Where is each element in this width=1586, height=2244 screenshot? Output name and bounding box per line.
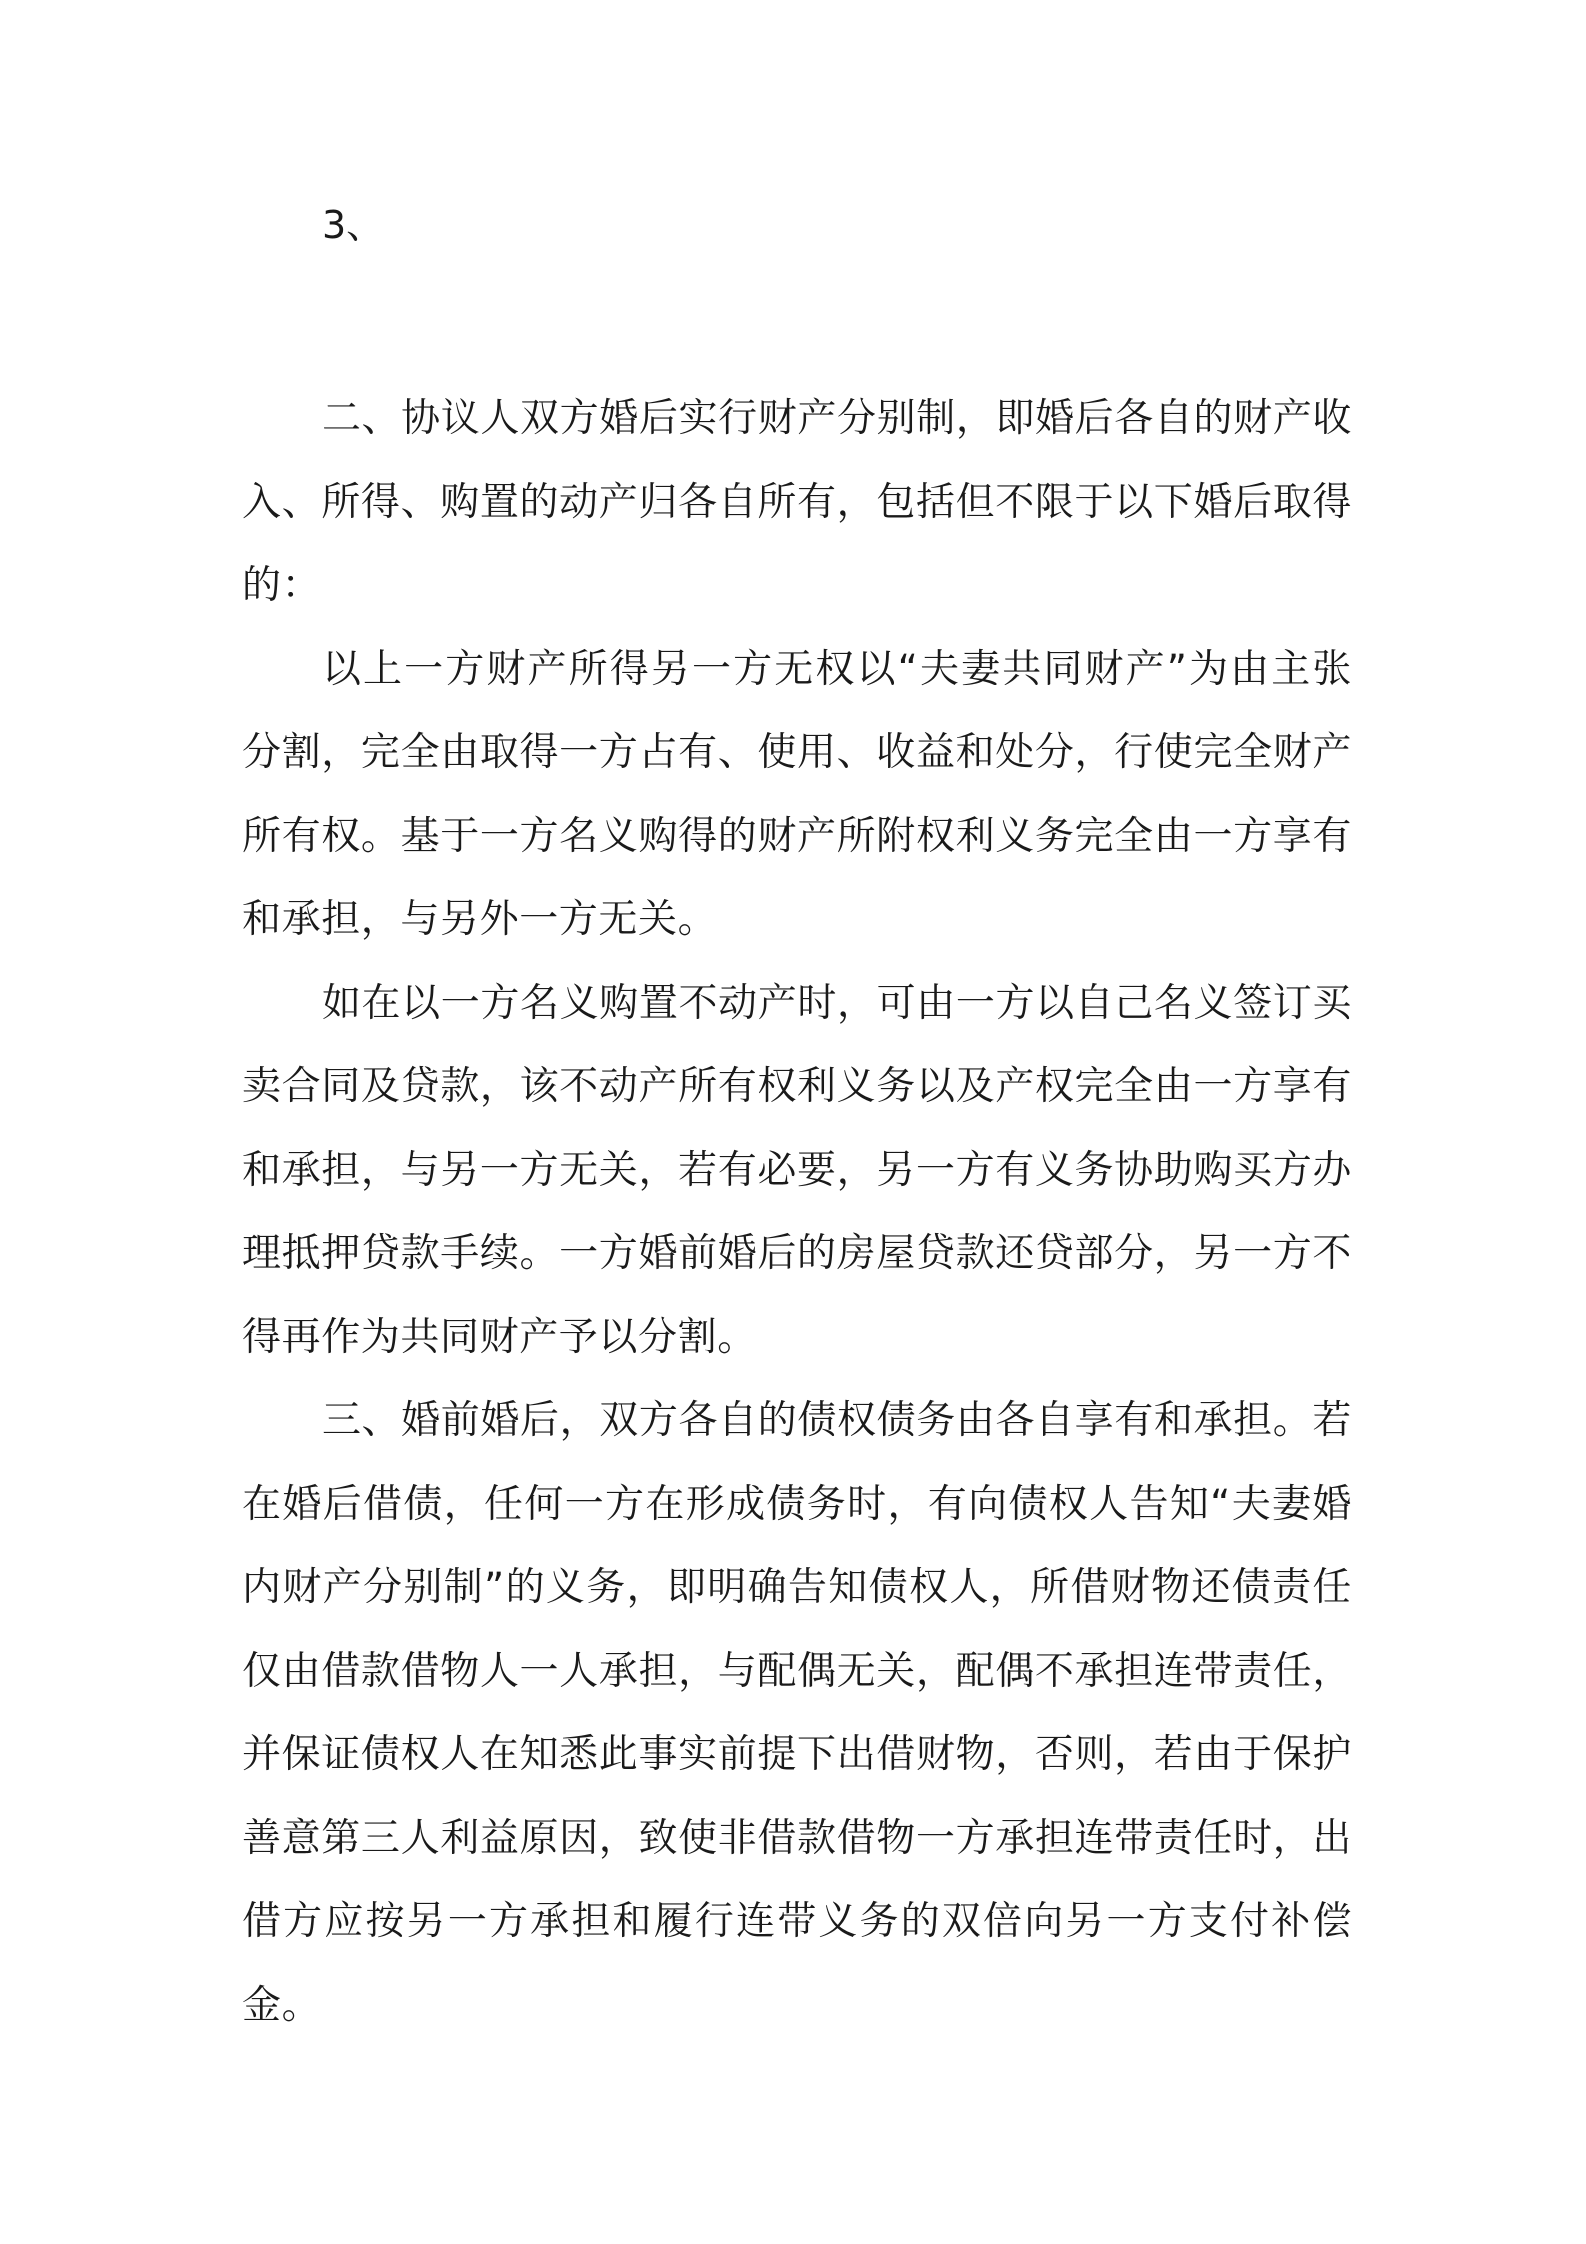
paragraph-real-estate: 如在以一方名义购置不动产时，可由一方以自己名义签订买卖合同及贷款，该不动产所有权利义务以及产权完全由一方享有和承担，与另一方无关，若有必要，另一方有义务协助购买方办理抵押贷款手续。一方婚前婚后的房屋贷款还贷部分，另一方不得再作为共同财产予以分割。 [242, 980, 1352, 1360]
spacer [242, 250, 1352, 377]
item-number: 3、 [322, 203, 385, 247]
document-body [242, 200, 1352, 2047]
paragraph-no-claim: 以上一方财产所得另一方无权以“夫妻共同财产”为由主张分割，完全由取得一方占有、使用、收益和处分，行使完全财产所有权。基于一方名义购得的财产所附权利义务完全由一方享有和承担，与另外一方无关。 [242, 646, 1352, 942]
paragraph-debts: 三、婚前婚后，双方各自的债权债务由各自享有和承担。若在婚后借债，任何一方在形成债务时，有向债权人告知“夫妻婚内财产分别制”的义务，即明确告知债权人，所借财物还债责任仅由借款借物人一人承担，与配偶无关，配偶不承担连带责任，并保证债权人在知悉此事实前提下出借财物，否则，若由于保护善意第三人利益原因，致使非借款借物一方承担连带责任时，出借方应按另一方承担和履行连带义务的双倍向另一方支付补偿金。 [242, 1398, 1352, 2028]
paragraph-property-separation: 二、协议人双方婚后实行财产分别制，即婚后各自的财产收入、所得、购置的动产归各自所有，包括但不限于以下婚后取得的： [242, 396, 1352, 608]
